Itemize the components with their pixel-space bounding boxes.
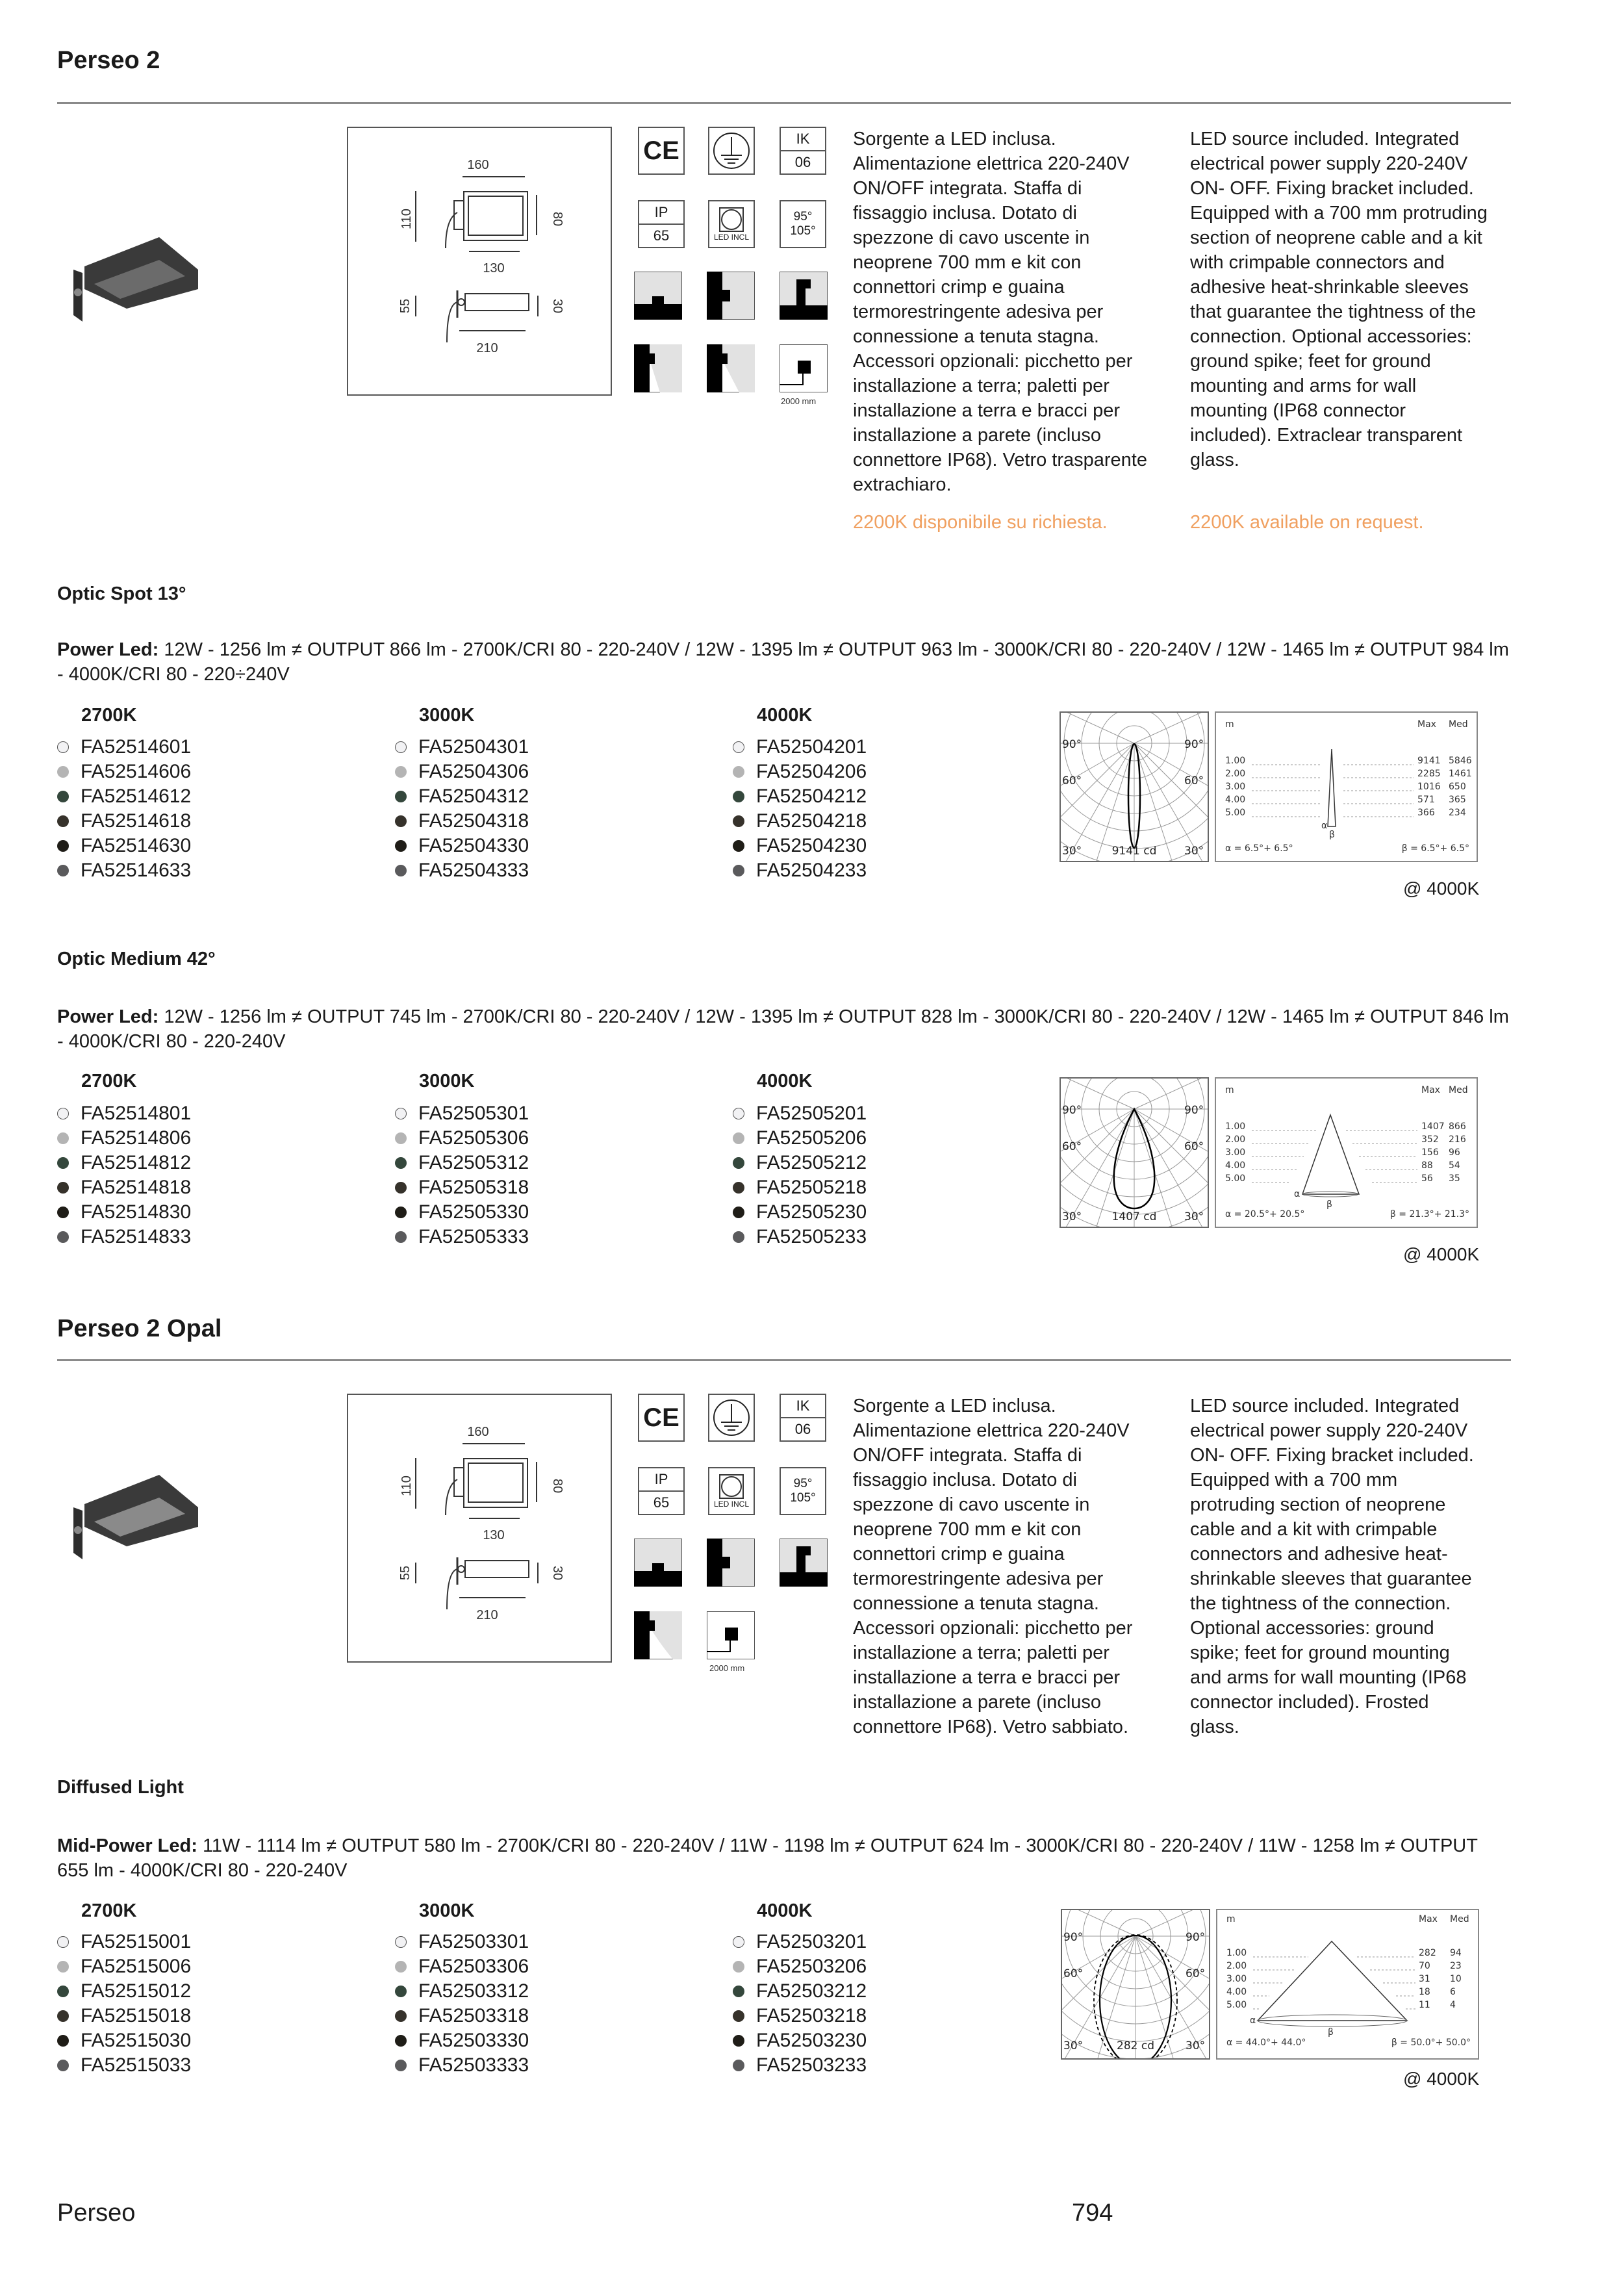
svg-text:1407 cd: 1407 cd (1111, 1210, 1157, 1223)
cable-length-label: 2000 mm (709, 1663, 745, 1673)
white-finish-icon (395, 741, 407, 753)
tilt-angle-icon: 95° 105° (780, 200, 826, 248)
white-finish-icon (733, 1108, 744, 1119)
product-code-row: FA52514618 (57, 809, 191, 834)
product-code-row: FA52515001 (57, 1930, 191, 1954)
product-code-row: FA52514630 (57, 834, 191, 858)
polar-diagram (1061, 1909, 1210, 2060)
svg-text:110: 110 (400, 1476, 414, 1496)
wall-downlight-wide-icon (707, 344, 755, 392)
product-code-row: FA52505212 (733, 1151, 867, 1175)
black-finish-icon (395, 840, 407, 852)
code-list-2700 (57, 1101, 191, 1249)
svg-text:156: 156 (1421, 1147, 1439, 1158)
cct-header-3000: 3000K (419, 1071, 475, 1092)
svg-text:650: 650 (1449, 782, 1466, 792)
svg-text:282 cd: 282 cd (1117, 2039, 1154, 2052)
product-code-row: FA52505206 (733, 1126, 867, 1151)
svg-text:60°: 60° (1184, 1140, 1204, 1153)
section-divider (57, 102, 1511, 104)
ground-icon (708, 127, 755, 175)
cct-header-2700: 2700K (81, 1071, 137, 1092)
svg-text:4: 4 (1450, 2000, 1456, 2010)
svg-text:5846: 5846 (1449, 756, 1472, 766)
product-code-row: FA52503218 (733, 2004, 867, 2028)
product-code-row: FA52503301 (395, 1930, 529, 1954)
footer-series-name: Perseo (57, 2199, 136, 2227)
svg-text:18: 18 (1419, 1987, 1430, 1997)
svg-text:55: 55 (398, 1565, 412, 1581)
product-code-row: FA52505318 (395, 1175, 529, 1200)
optic-title: Optic Medium 42° (57, 949, 216, 969)
svg-text:90°: 90° (1184, 1104, 1204, 1117)
anthracite-finish-icon (395, 865, 407, 876)
svg-text:30°: 30° (1184, 1210, 1204, 1223)
svg-text:m: m (1225, 719, 1234, 730)
svg-text:β = 50.0°+ 50.0°: β = 50.0°+ 50.0° (1391, 2038, 1471, 2048)
cct-header-2700: 2700K (81, 1900, 137, 1921)
svg-text:α: α (1250, 2015, 1256, 2026)
svg-text:10: 10 (1450, 1974, 1462, 1984)
svg-text:Med: Med (1449, 1085, 1468, 1095)
svg-text:α: α (1294, 1189, 1300, 1199)
power-spec: Power Led: 12W - 1256 lm ≠ OUTPUT 866 lm - 2700K/CRI 80 - 220-240V / 12W - 1395 lm ≠ OUTPUT 963 lm - 3000K/CRI 80 - 220-240V / 12W - 1465 lm ≠ OUTPUT 984 lm - 4000K/CRI 80 - 220÷240V (57, 639, 1509, 685)
svg-text:β = 6.5°+ 6.5°: β = 6.5°+ 6.5° (1401, 843, 1469, 854)
svg-text:234: 234 (1449, 808, 1466, 818)
product-code-row: FA52504301 (395, 735, 529, 760)
green-finish-icon (395, 1986, 407, 1997)
green-finish-icon (57, 1157, 69, 1169)
svg-text:55: 55 (398, 298, 412, 314)
green-finish-icon (733, 1986, 744, 1997)
brown-finish-icon (57, 815, 69, 827)
note-italian: 2200K disponibile su richiesta. (853, 512, 1108, 533)
brown-finish-icon (395, 2010, 407, 2022)
svg-text:9141: 9141 (1417, 756, 1441, 766)
green-finish-icon (733, 1157, 744, 1169)
brown-finish-icon (57, 1182, 69, 1194)
svg-text:571: 571 (1417, 795, 1435, 805)
svg-text:2285: 2285 (1417, 769, 1441, 779)
green-finish-icon (733, 791, 744, 802)
svg-text:α = 44.0°+ 44.0°: α = 44.0°+ 44.0° (1226, 2038, 1306, 2048)
code-list-4000 (733, 1101, 867, 1249)
product-code-row: FA52515018 (57, 2004, 191, 2028)
product-code-row: FA52505301 (395, 1101, 529, 1126)
brown-finish-icon (733, 815, 744, 827)
svg-text:30°: 30° (1186, 2039, 1206, 2052)
cct-header-4000: 4000K (757, 705, 813, 726)
optic-title: Diffused Light (57, 1777, 184, 1798)
svg-text:4.00: 4.00 (1225, 1160, 1246, 1171)
black-finish-icon (733, 840, 744, 852)
svg-text:60°: 60° (1062, 1140, 1082, 1153)
svg-text:5.00: 5.00 (1225, 808, 1246, 818)
product-code-row: FA52503233 (733, 2053, 867, 2078)
svg-text:80: 80 (550, 1478, 565, 1494)
wall-install-icon (707, 1539, 755, 1587)
cct-header-4000: 4000K (757, 1900, 813, 1921)
product-code-row: FA52514818 (57, 1175, 191, 1200)
product-code-row: FA52514606 (57, 760, 191, 784)
ground-install-icon (634, 272, 682, 320)
black-finish-icon (733, 1207, 744, 1218)
ip-rating-icon: IP 65 (638, 1467, 685, 1515)
svg-text:60°: 60° (1186, 1967, 1206, 1980)
svg-text:β: β (1329, 830, 1335, 840)
cct-header-4000: 4000K (757, 1071, 813, 1092)
svg-text:β = 21.3°+ 21.3°: β = 21.3°+ 21.3° (1389, 1209, 1469, 1220)
green-finish-icon (395, 791, 407, 802)
product-code-row: FA52504230 (733, 834, 867, 858)
svg-text:3.00: 3.00 (1225, 1147, 1246, 1158)
white-finish-icon (57, 1936, 69, 1948)
product-code-row: FA52503206 (733, 1954, 867, 1979)
svg-text:23: 23 (1450, 1961, 1462, 1971)
svg-text:866: 866 (1449, 1121, 1466, 1132)
description-italian: Sorgente a LED inclusa. Alimentazione elettrica 220-240V ON/OFF integrata. Staffa di fissaggio inclusa. Dotato di spezzone di cavo uscente in neoprene 700 mm e kit con connettori crimp e guaina termorestringente adesiva per connessione a tenuta stagna. Accessori opzionali: picchetto per installazione a terra; paletti per installazione a terra e bracci per installazione a parete (incluso connettore IP68). Vetro trasparente extrachiaro. (853, 129, 1147, 495)
polar-diagram (1059, 1077, 1209, 1228)
svg-text:3.00: 3.00 (1225, 782, 1246, 792)
grey-finish-icon (395, 1132, 407, 1144)
product-image (68, 1462, 198, 1559)
product-code-row: FA52515033 (57, 2053, 191, 2078)
ik-rating-icon: IK 06 (780, 1394, 826, 1442)
green-finish-icon (57, 1986, 69, 1997)
svg-text:365: 365 (1449, 795, 1466, 805)
product-code-row: FA52514633 (57, 858, 191, 883)
measured-at-label: @ 4000K (1403, 878, 1480, 899)
white-finish-icon (57, 1108, 69, 1119)
svg-text:1016: 1016 (1417, 782, 1441, 792)
product-code-row: FA52504201 (733, 735, 867, 760)
grey-finish-icon (57, 766, 69, 778)
svg-text:5.00: 5.00 (1226, 2000, 1247, 2010)
product-code-row: FA52505330 (395, 1200, 529, 1225)
svg-text:9141 cd: 9141 cd (1111, 845, 1157, 858)
svg-text:4.00: 4.00 (1226, 1987, 1247, 1997)
product-code-row: FA52504218 (733, 809, 867, 834)
product-code-row: FA52514612 (57, 784, 191, 809)
product-code-row: FA52505312 (395, 1151, 529, 1175)
cable-length-icon (780, 344, 828, 392)
wall-downlight-icon (634, 1611, 682, 1659)
ce-mark-icon: CE (638, 1394, 685, 1442)
svg-text:130: 130 (483, 1528, 505, 1542)
grey-finish-icon (733, 1132, 744, 1144)
grey-finish-icon (395, 766, 407, 778)
optic-title: Optic Spot 13° (57, 583, 186, 604)
product-code-row: FA52503333 (395, 2053, 529, 2078)
svg-text:3.00: 3.00 (1226, 1974, 1247, 1984)
svg-text:31: 31 (1419, 1974, 1430, 1984)
led-included-icon: LED INCL (708, 1467, 755, 1515)
black-finish-icon (395, 1207, 407, 1218)
code-list-3000 (395, 735, 529, 883)
svg-text:m: m (1226, 1914, 1236, 1924)
svg-text:α: α (1321, 821, 1328, 831)
product-code-row: FA52503312 (395, 1979, 529, 2004)
description-italian: Sorgente a LED inclusa. Alimentazione elettrica 220-240V ON/OFF integrata. Staffa di fissaggio inclusa. Dotato di spezzone di cavo uscente in neoprene 700 mm e kit con connettori crimp e guaina termorestringente adesiva per connessione a tenuta stagna. Accessori opzionali: picchetto per installazione a terra; paletti per installazione a terra e bracci per installazione a parete (incluso connettore IP68). Vetro sabbiato. (853, 1396, 1133, 1737)
svg-text:60°: 60° (1063, 1967, 1084, 1980)
white-finish-icon (395, 1936, 407, 1948)
svg-text:352: 352 (1421, 1134, 1439, 1145)
wall-install-icon (707, 272, 755, 320)
svg-text:60°: 60° (1184, 774, 1204, 787)
svg-text:30: 30 (550, 1565, 565, 1581)
svg-text:11: 11 (1419, 2000, 1430, 2010)
anthracite-finish-icon (395, 1231, 407, 1243)
svg-text:Max: Max (1417, 719, 1436, 730)
anthracite-finish-icon (733, 865, 744, 876)
svg-text:210: 210 (476, 1608, 498, 1622)
svg-text:1.00: 1.00 (1226, 1948, 1247, 1958)
svg-text:2.00: 2.00 (1225, 769, 1246, 779)
brown-finish-icon (395, 1182, 407, 1194)
cct-header-3000: 3000K (419, 705, 475, 726)
svg-text:30°: 30° (1062, 845, 1082, 858)
product-code-row: FA52504233 (733, 858, 867, 883)
svg-text:90°: 90° (1062, 738, 1082, 751)
brown-finish-icon (57, 2010, 69, 2022)
cable-length-label: 2000 mm (781, 396, 817, 406)
cct-header-3000: 3000K (419, 1900, 475, 1921)
product-code-row: FA52504330 (395, 834, 529, 858)
ik-rating-icon: IK 06 (780, 127, 826, 175)
product-code-row: FA52505233 (733, 1225, 867, 1249)
product-title: Perseo 2 Opal (57, 1315, 222, 1342)
svg-text:366: 366 (1417, 808, 1435, 818)
svg-text:30°: 30° (1063, 2039, 1084, 2052)
svg-text:1461: 1461 (1449, 769, 1472, 779)
product-code-row: FA52515030 (57, 2028, 191, 2053)
svg-text:1.00: 1.00 (1225, 756, 1246, 766)
svg-text:94: 94 (1450, 1948, 1462, 1958)
green-finish-icon (57, 791, 69, 802)
post-install-icon (780, 1539, 828, 1587)
anthracite-finish-icon (733, 2060, 744, 2071)
power-spec: Power Led: 12W - 1256 lm ≠ OUTPUT 745 lm - 2700K/CRI 80 - 220-240V / 12W - 1395 lm ≠ OUTPUT 828 lm - 3000K/CRI 80 - 220-240V / 12W - 1465 lm ≠ OUTPUT 846 lm - 4000K/CRI 80 - 220-240V (57, 1006, 1509, 1052)
grey-finish-icon (733, 1961, 744, 1973)
black-finish-icon (395, 2035, 407, 2047)
svg-text:2.00: 2.00 (1225, 1134, 1246, 1145)
ground-install-icon (634, 1539, 682, 1587)
white-finish-icon (395, 1108, 407, 1119)
grey-finish-icon (57, 1961, 69, 1973)
svg-text:β: β (1326, 1199, 1332, 1210)
illuminance-table (1216, 1909, 1479, 2060)
product-code-row: FA52504212 (733, 784, 867, 809)
product-code-row: FA52505333 (395, 1225, 529, 1249)
svg-text:88: 88 (1421, 1160, 1433, 1171)
brown-finish-icon (395, 815, 407, 827)
anthracite-finish-icon (395, 2060, 407, 2071)
svg-text:m: m (1225, 1085, 1234, 1095)
svg-text:90°: 90° (1186, 1931, 1206, 1944)
svg-text:96: 96 (1449, 1147, 1460, 1158)
product-title: Perseo 2 (57, 47, 160, 74)
product-code-row: FA52514833 (57, 1225, 191, 1249)
anthracite-finish-icon (733, 1231, 744, 1243)
svg-text:Max: Max (1419, 1914, 1438, 1924)
anthracite-finish-icon (57, 1231, 69, 1243)
dimension-drawing (347, 127, 612, 396)
svg-text:282: 282 (1419, 1948, 1436, 1958)
illuminance-table (1215, 1077, 1478, 1228)
page-number: 794 (1072, 2199, 1113, 2227)
svg-text:210: 210 (476, 341, 498, 355)
product-code-row: FA52503318 (395, 2004, 529, 2028)
brown-finish-icon (733, 2010, 744, 2022)
product-code-row: FA52505306 (395, 1126, 529, 1151)
wall-downlight-icon (634, 344, 682, 392)
product-code-row: FA52505218 (733, 1175, 867, 1200)
description-english: LED source included. Integrated electrical power supply 220-240V ON- OFF. Fixing bracket included. Equipped with a 700 mm protruding section of neoprene cable and a kit with crimpable connectors and adhesive heat-shrinkable sleeves that guarantee the tightness of the connection. Optional accessories: ground spike; feet for ground mounting and arms for wall mounting (IP68 connector included). Frosted glass. (1190, 1396, 1474, 1737)
product-code-row: FA52503201 (733, 1930, 867, 1954)
svg-text:90°: 90° (1184, 738, 1204, 751)
svg-text:30: 30 (550, 298, 565, 314)
svg-text:1.00: 1.00 (1225, 1121, 1246, 1132)
product-code-row: FA52504333 (395, 858, 529, 883)
code-list-2700 (57, 735, 191, 883)
product-code-row: FA52505201 (733, 1101, 867, 1126)
code-list-2700 (57, 1930, 191, 2078)
svg-text:60°: 60° (1062, 774, 1082, 787)
illuminance-table (1215, 711, 1478, 862)
svg-text:35: 35 (1449, 1173, 1460, 1184)
black-finish-icon (733, 2035, 744, 2047)
svg-text:5.00: 5.00 (1225, 1173, 1246, 1184)
product-code-row: FA52503230 (733, 2028, 867, 2053)
note-english: 2200K available on request. (1190, 512, 1424, 533)
code-list-3000 (395, 1930, 529, 2078)
svg-text:80: 80 (550, 211, 565, 227)
black-finish-icon (57, 840, 69, 852)
svg-text:70: 70 (1419, 1961, 1430, 1971)
code-list-4000 (733, 1930, 867, 2078)
svg-text:30°: 30° (1062, 1210, 1082, 1223)
svg-text:54: 54 (1449, 1160, 1460, 1171)
svg-text:Max: Max (1421, 1085, 1440, 1095)
product-code-row: FA52514806 (57, 1126, 191, 1151)
svg-text:6: 6 (1450, 1987, 1456, 1997)
product-code-row: FA52515012 (57, 1979, 191, 2004)
tilt-angle-icon: 95° 105° (780, 1467, 826, 1515)
ce-mark-icon: CE (638, 127, 685, 175)
white-finish-icon (733, 741, 744, 753)
dimension-drawing (347, 1394, 612, 1663)
svg-text:Med: Med (1450, 1914, 1469, 1924)
product-code-row: FA52515006 (57, 1954, 191, 1979)
section-divider (57, 1359, 1511, 1361)
product-code-row: FA52504318 (395, 809, 529, 834)
black-finish-icon (57, 2035, 69, 2047)
power-spec: Mid-Power Led: 11W - 1114 lm ≠ OUTPUT 580 lm - 2700K/CRI 80 - 220-240V / 11W - 1198 lm ≠ OUTPUT 624 lm - 3000K/CRI 80 - 220-240V / 11W - 1258 lm ≠ OUTPUT 655 lm - 4000K/CRI 80 - 220-240V (57, 1835, 1478, 1881)
svg-text:130: 130 (483, 261, 505, 275)
product-code-row: FA52514812 (57, 1151, 191, 1175)
svg-text:β: β (1328, 2027, 1334, 2038)
code-list-3000 (395, 1101, 529, 1249)
post-install-icon (780, 272, 828, 320)
measured-at-label: @ 4000K (1403, 2069, 1480, 2089)
svg-text:30°: 30° (1184, 845, 1204, 858)
grey-finish-icon (733, 766, 744, 778)
anthracite-finish-icon (57, 2060, 69, 2071)
svg-text:α = 6.5°+ 6.5°: α = 6.5°+ 6.5° (1225, 843, 1293, 854)
anthracite-finish-icon (57, 865, 69, 876)
product-code-row: FA52505230 (733, 1200, 867, 1225)
svg-text:2.00: 2.00 (1226, 1961, 1247, 1971)
polar-diagram (1059, 711, 1209, 862)
black-finish-icon (57, 1207, 69, 1218)
dim-width-top: 160 (467, 158, 489, 172)
svg-text:216: 216 (1449, 1134, 1466, 1145)
svg-text:Med: Med (1449, 719, 1468, 730)
description-english: LED source included. Integrated electrical power supply 220-240V ON- OFF. Fixing bracket included. Equipped with a 700 mm protruding section of neoprene cable and a kit with crimpable connectors and adhesive heat-shrinkable sleeves that guarantee the tightness of the connection. Optional accessories: ground spike; feet for ground mounting and arms for wall mounting (IP68 connector included). Extraclear transparent glass. (1190, 129, 1488, 470)
svg-text:4.00: 4.00 (1225, 795, 1246, 805)
green-finish-icon (395, 1157, 407, 1169)
svg-text:110: 110 (400, 209, 414, 229)
svg-text:90°: 90° (1062, 1104, 1082, 1117)
product-image (68, 224, 198, 322)
product-code-row: FA52503330 (395, 2028, 529, 2053)
svg-text:56: 56 (1421, 1173, 1433, 1184)
svg-text:α = 20.5°+ 20.5°: α = 20.5°+ 20.5° (1225, 1209, 1305, 1220)
white-finish-icon (733, 1936, 744, 1948)
cct-header-2700: 2700K (81, 705, 137, 726)
code-list-4000 (733, 735, 867, 883)
product-code-row: FA52504312 (395, 784, 529, 809)
ip-rating-icon: IP 65 (638, 200, 685, 248)
product-code-row: FA52514801 (57, 1101, 191, 1126)
product-code-row: FA52504306 (395, 760, 529, 784)
product-code-row: FA52503306 (395, 1954, 529, 1979)
led-included-icon: LED INCL (708, 200, 755, 248)
svg-text:90°: 90° (1063, 1931, 1084, 1944)
grey-finish-icon (395, 1961, 407, 1973)
cable-length-icon (707, 1611, 755, 1659)
measured-at-label: @ 4000K (1403, 1244, 1480, 1264)
product-code-row: FA52503212 (733, 1979, 867, 2004)
svg-text:1407: 1407 (1421, 1121, 1445, 1132)
svg-text:160: 160 (467, 1425, 489, 1439)
product-code-row: FA52514601 (57, 735, 191, 760)
white-finish-icon (57, 741, 69, 753)
ground-icon (708, 1394, 755, 1442)
product-code-row: FA52514830 (57, 1200, 191, 1225)
grey-finish-icon (57, 1132, 69, 1144)
product-code-row: FA52504206 (733, 760, 867, 784)
brown-finish-icon (733, 1182, 744, 1194)
